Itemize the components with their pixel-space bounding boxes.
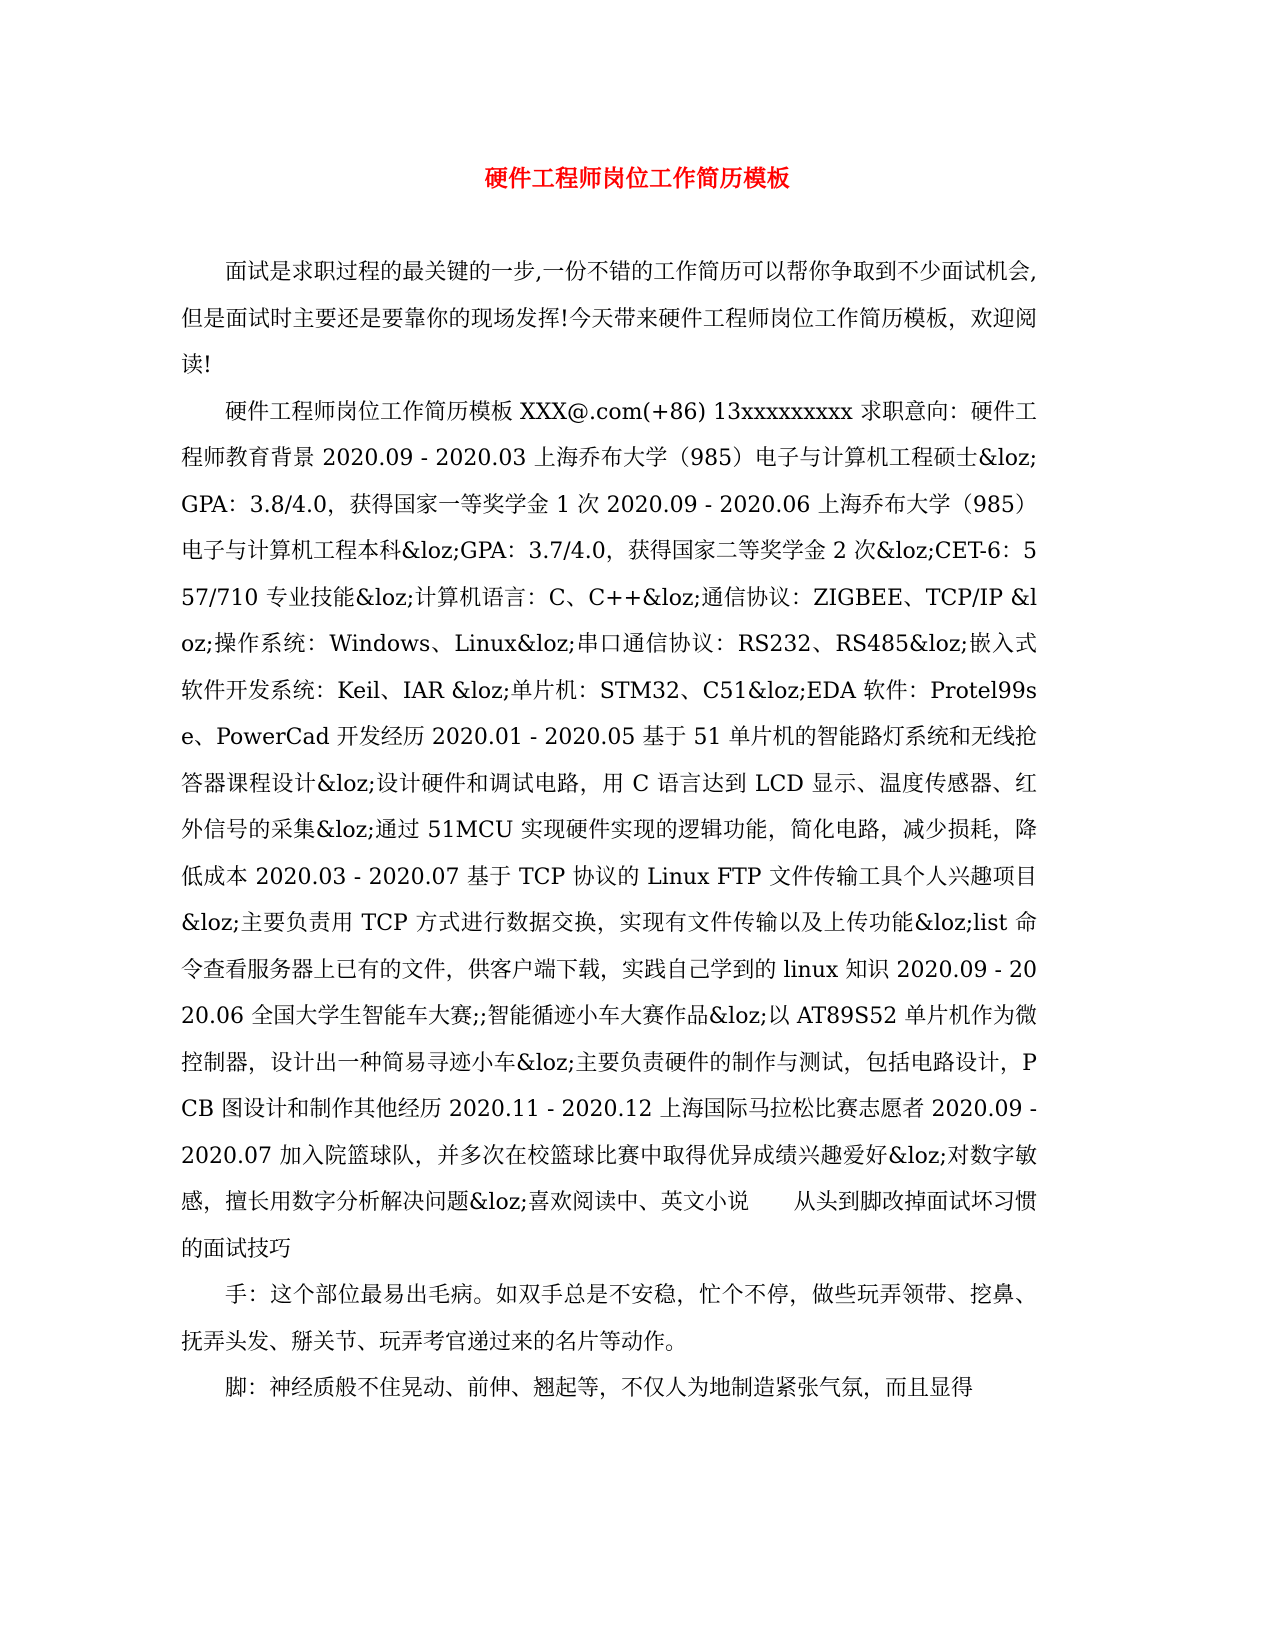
tip-hands-paragraph: 手：这个部位最易出毛病。如双手总是不安稳，忙个不停，做些玩弄领带、挖鼻、抚弄头发、掰关节、玩弄考官递过来的名片等动作。 xyxy=(181,1283,1037,1355)
document-title: 硬件工程师岗位工作简历模板 xyxy=(484,165,791,192)
document-body xyxy=(181,250,1037,1413)
resume-paragraph: 硬件工程师岗位工作简历模板 XXX@.com(+86) 13xxxxxxxxx 求职意向：硬件工程师教育背景 2020.09 - 2020.03 上海乔布大学（985）电子与计算机工程硕士&loz;GPA：3.8/4.0，获得国家一等奖学金 1 次 2020.09 - 2020.06 上海乔布大学（985）电子与计算机工程本科&loz;GPA：3.7/4.0，获得国家二等奖学金 2 次&loz;CET-6：557/710 专业技能&loz;计算机语言：C、C++&loz;通信协议：ZIGBEE、TCP/IP &loz;操作系统：Windows、Linux&loz;串口通信协议：RS232、RS485&loz;嵌入式软件开发系统：Keil、IAR &loz;单片机：STM32、C51&loz;EDA 软件：Protel99se、PowerCad 开发经历 2020.01 - 2020.05 基于 51 单片机的智能路灯系统和无线抢答器课程设计&loz;设计硬件和调试电路，用 C 语言达到 LCD 显示、温度传感器、红外信号的采集&loz;通过 51MCU 实现硬件实现的逻辑功能，简化电路，减少损耗，降低成本 2020.03 - 2020.07 基于 TCP 协议的 Linux FTP 文件传输工具个人兴趣项目&loz;主要负责用 TCP 方式进行数据交换，实现有文件传输以及上传功能&loz;list 命令查看服务器上已有的文件，供客户端下载，实践自己学到的 linux 知识 2020.09 - 2020.06 全国大学生智能车大赛;;智能循迹小车大赛作品&loz;以 AT89S52 单片机作为微控制器，设计出一种简易寻迹小车&loz;主要负责硬件的制作与测试，包括电路设计，PCB 图设计和制作其他经历 2020.11 - 2020.12 上海国际马拉松比赛志愿者 2020.09 - 2020.07 加入院篮球队，并多次在校篮球比赛中取得优异成绩兴趣爱好&loz;对数字敏感，擅长用数字分析解决问题&loz;喜欢阅读中、英文小说 从头到脚改掉面试坏习惯的面试技巧 xyxy=(181,399,1037,1262)
intro-paragraph: 面试是求职过程的最关键的一步,一份不错的工作简历可以帮你争取到不少面试机会,但是面试时主要还是要靠你的现场发挥!今天带来硬件工程师岗位工作简历模板，欢迎阅读! xyxy=(181,260,1037,378)
tip-feet-paragraph: 脚：神经质般不住晃动、前伸、翘起等，不仅人为地制造紧张气氛，而且显得 xyxy=(225,1376,974,1401)
